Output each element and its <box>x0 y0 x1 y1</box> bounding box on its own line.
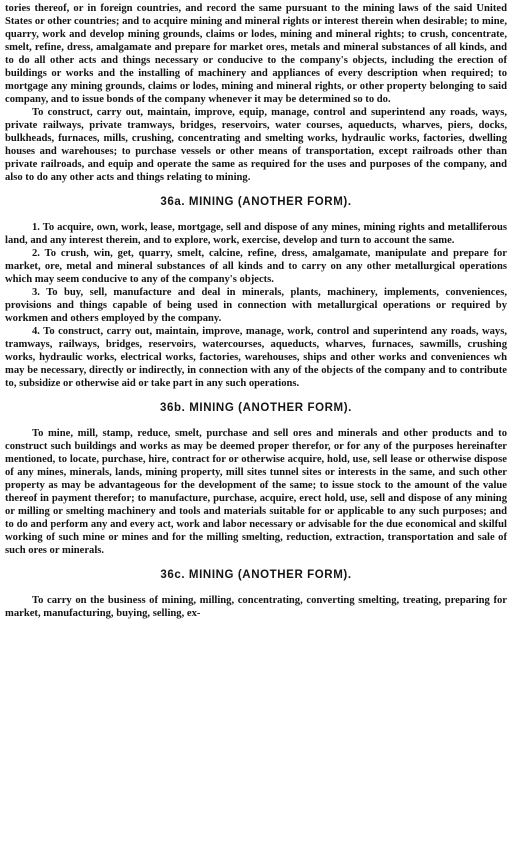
section-36c <box>5 569 507 620</box>
intro-paragraph-2: To construct, carry out, maintain, improve, equip, manage, control and superintend any roads, ways, private railways, private tramways, bridges, reservoirs, water courses, aqueducts, wharves, piers, docks, bulkheads, furnaces, mills, crushing, concentrating and smelting works, hydraulic works, factories, dwelling houses and warehouses; to purchase vessels or other means of transportation, except railroads other than private railroads, and equip and operate the same as required for the uses and purposes of the company, and also to do any other acts and things relating to mining. <box>5 107 507 183</box>
section-36c-paragraph-1: To carry on the business of mining, milling, concentrating, converting smelting, treating, preparing for market, manufacturing, buying, selling, ex- <box>5 595 507 619</box>
section-heading-36c: 36c. MINING (ANOTHER FORM). <box>160 569 352 581</box>
section-36b <box>5 402 507 557</box>
section-heading-36a: 36a. MINING (ANOTHER FORM). <box>160 196 352 208</box>
section-36a-paragraph-4: 4. To construct, carry out, maintain, improve, manage, work, control and superintend any roads, ways, tramways, railways, bridges, reservoirs, watercourses, aqueducts, wharves, furnaces, sawmills, crushing works, hydraulic works, electrical works, factories, warehouses, ships and other works and conveniences wh may be necessary, directly or indirectly, in connection with any of the objects of the company and to contribute to, subsidize or otherwise aid or take part in any such operations. <box>5 326 507 389</box>
section-36a-paragraph-2: 2. To crush, win, get, quarry, smelt, calcine, refine, dress, amalgamate, manipulate and prepare for market, ore, metal and mineral substances of all kinds and to carry on any other metallurgical operations which may seem conducive to any of the company's objects. <box>5 248 507 285</box>
section-36a <box>5 196 507 390</box>
section-36b-paragraph-1: To mine, mill, stamp, reduce, smelt, purchase and sell ores and minerals and other products and to construct such buildings and works as may be deemed proper therefor, or for any of the purposes hereinafter mentioned, to locate, purchase, hire, contract for or otherwise acquire, hold, use, sell lease or otherwise dispose of any mines, minerals, lands, mining property, mill sites tunnel sites or interests in the same, and such other property as may be advantageous for the development of the same; to issue stock to the amount of the value thereof in payment therefor; to manufacture, purchase, acquire, erect hold, use, sell and dispose of any mining or milling or smelting machinery and tools and materials suitable for or applicable to any such purposes; and to do and perform any and every act, work and labor necessary or advisable for the due economical and skilful working of such mine or mines and for the milling smelting, reduction, extraction, transportation and sale of such ores or minerals. <box>5 428 507 556</box>
section-36a-paragraph-3: 3. To buy, sell, manufacture and deal in minerals, plants, machinery, implements, conveniences, provisions and things capable of being used in connection with metallurgical operations or required by workmen and others employed by the company. <box>5 287 507 324</box>
intro-paragraph-1: tories thereof, or in foreign countries, and record the same pursuant to the mining laws of the said United States or other countries; and to acquire mining and mineral rights or interest therein when desirable; to mine, quarry, work and develop mining grounds, claims or lodes, mining and mineral rights; to crush, concentrate, smelt, refine, dress, amalgamate and prepare for market ores, metals and mineral substances of all kinds, and to do all other acts and things necessary or conducive to the company's objects, including the erection of buildings or works and the installing of machinery and appliances of every description when required; to mortgage any mining grounds, claims or lodes, mining and mineral rights, or other property belonging to said company, and to issue bonds of the company whenever it may be determined so to do. <box>5 3 507 105</box>
section-heading-36b: 36b. MINING (ANOTHER FORM). <box>160 402 352 414</box>
section-36a-paragraph-1: 1. To acquire, own, work, lease, mortgage, sell and dispose of any mines, mining rights and metalliferous land, and any interest therein, and to explore, work, exercise, develop and turn to account the same. <box>5 222 507 246</box>
